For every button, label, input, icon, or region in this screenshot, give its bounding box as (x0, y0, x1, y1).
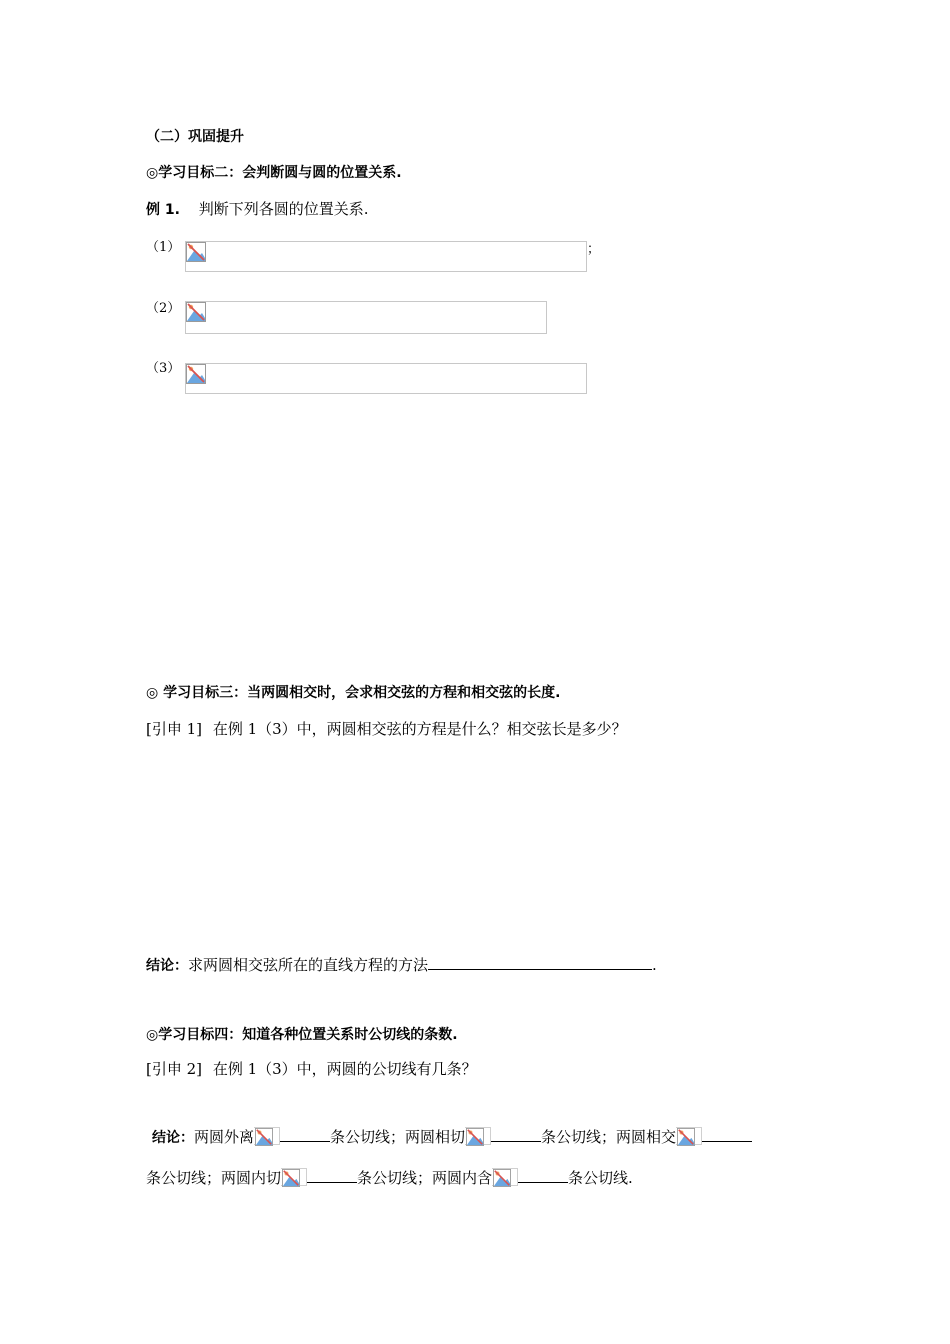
item-2-label: （2） (146, 301, 181, 316)
example-1-line (146, 199, 369, 220)
broken-image-icon (676, 1127, 702, 1145)
example-1-label: 例 1. (146, 202, 180, 218)
broken-image-icon (281, 1168, 307, 1186)
answer-blank (491, 1127, 541, 1142)
answer-blank (428, 955, 652, 970)
example-1-text: 判断下列各圆的位置关系. (198, 200, 369, 218)
conclusion-2-end: 条公切线. (568, 1169, 633, 1187)
broken-image-icon (254, 1127, 280, 1145)
conclusion-2-label: 结论： (152, 1130, 194, 1146)
conclusion-1-line (146, 955, 657, 976)
goal-two-heading: ◎学习目标二：会判断圆与圆的位置关系. (146, 165, 402, 181)
formula-image-1 (185, 241, 587, 272)
case-internal-tangent: 条公切线；两圆内切 (146, 1169, 282, 1187)
answer-blank (307, 1168, 357, 1183)
broken-image-icon (186, 302, 206, 322)
case-intersect: 条公切线；两圆相交 (541, 1128, 677, 1146)
answer-blank (280, 1127, 330, 1142)
broken-image-icon (492, 1168, 518, 1186)
conclusion-1-label: 结论： (146, 958, 188, 974)
case-separate: 两圆外离 (194, 1128, 255, 1146)
extension-1-line (146, 719, 627, 739)
extension-2-line (146, 1059, 477, 1079)
goal-four-heading: ◎学习目标四：知道各种位置关系时公切线的条数. (146, 1027, 458, 1043)
goal-three-heading: ◎ 学习目标三：当两圆相交时，会求相交弦的方程和相交弦的长度. (146, 685, 561, 701)
extension-1-label: [引申 1] (146, 720, 203, 738)
broken-image-icon (186, 242, 206, 262)
extension-2-label: [引申 2] (146, 1060, 203, 1078)
conclusion-1-end: . (652, 956, 657, 974)
semicolon: ； (587, 242, 601, 257)
section-title: （二）巩固提升 (146, 129, 244, 145)
broken-image-icon (465, 1127, 491, 1145)
answer-blank (518, 1168, 568, 1183)
extension-1-text: 在例 1（3）中，两圆相交弦的方程是什么？相交弦长是多少？ (212, 720, 627, 738)
formula-image-3 (185, 363, 587, 394)
case-tangent: 条公切线；两圆相切 (330, 1128, 466, 1146)
conclusion-2-line-1 (152, 1127, 752, 1148)
case-contained: 条公切线；两圆内含 (357, 1169, 493, 1187)
answer-blank (702, 1127, 752, 1142)
conclusion-2-line-2 (146, 1168, 633, 1188)
extension-2-text: 在例 1（3）中，两圆的公切线有几条？ (212, 1060, 477, 1078)
item-1-label: （1） (146, 240, 181, 255)
conclusion-1-text: 求两圆相交弦所在的直线方程的方法 (188, 956, 429, 974)
broken-image-icon (186, 364, 206, 384)
item-3-label: （3） (146, 361, 181, 376)
formula-image-2 (185, 301, 547, 334)
